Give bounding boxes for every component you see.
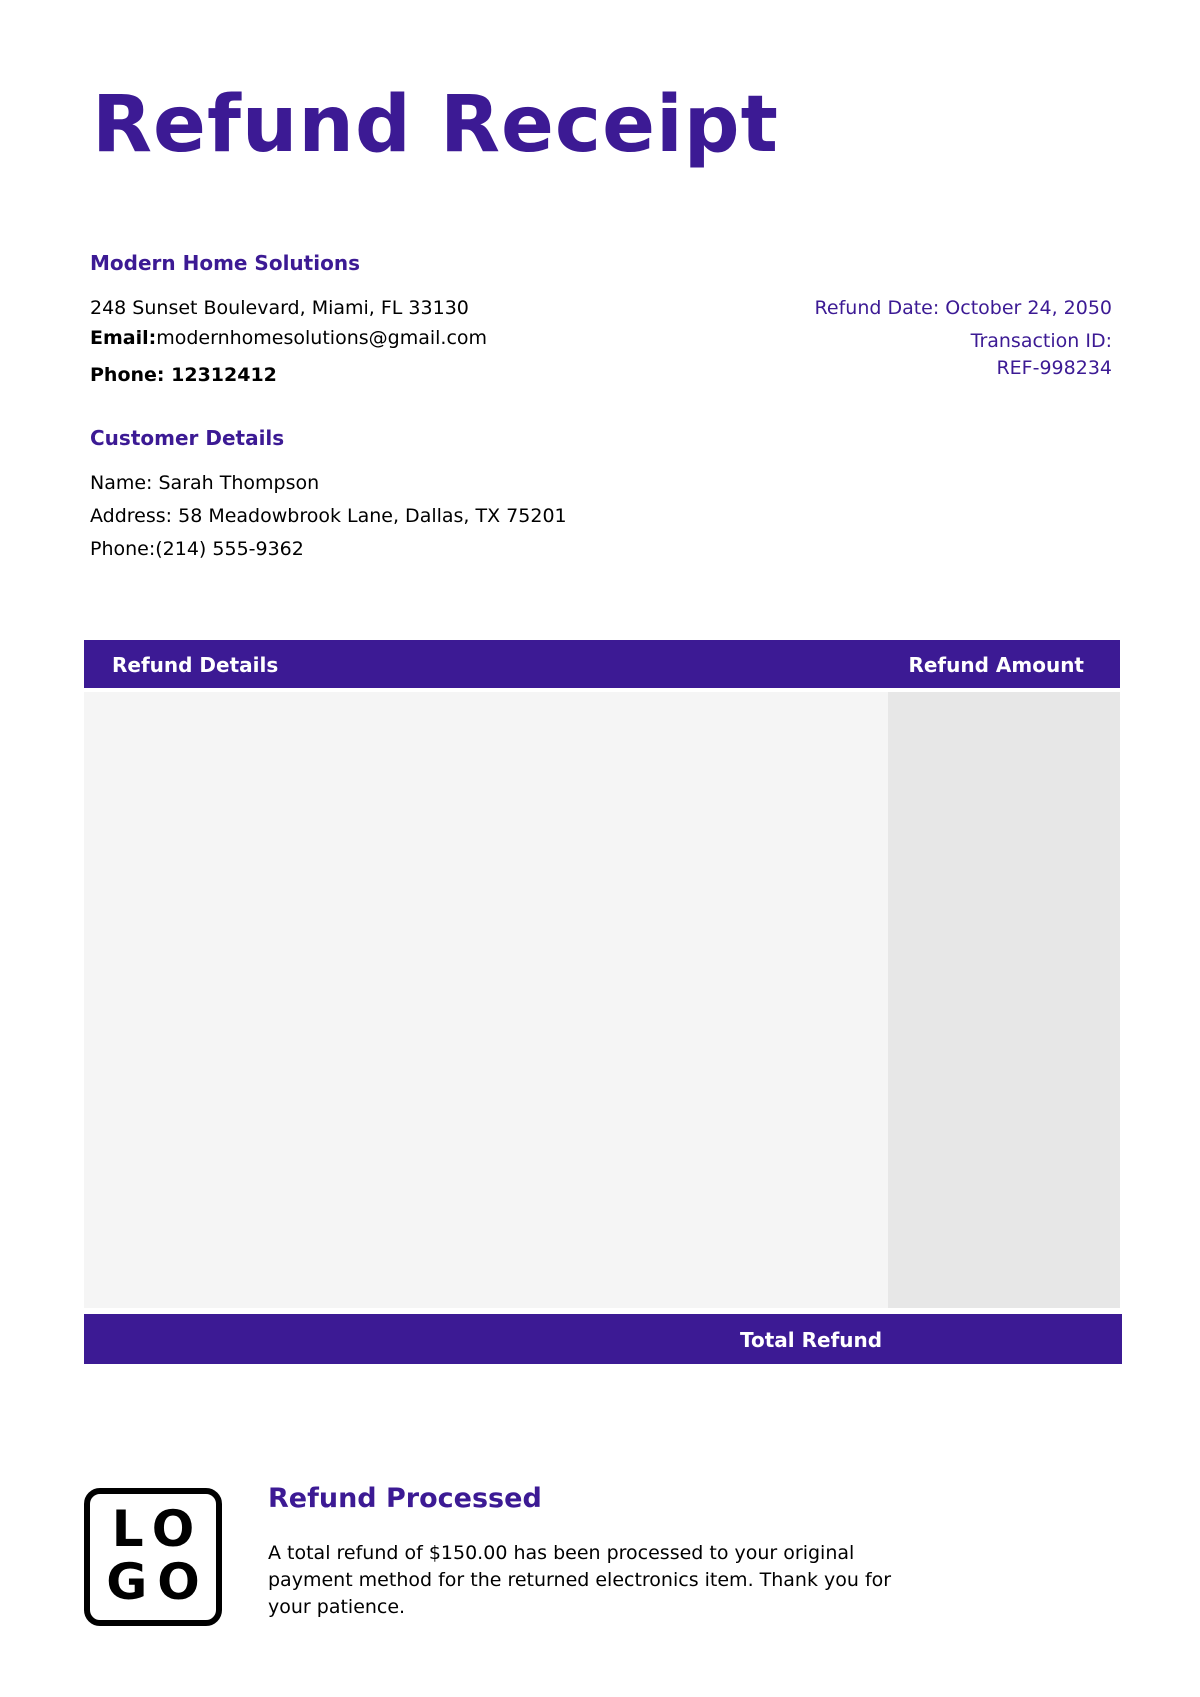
refund-processed-heading: Refund Processed (268, 1483, 542, 1514)
company-phone: Phone: 12312412 (90, 364, 277, 386)
company-email (90, 327, 487, 349)
refund-processed-message: A total refund of $150.00 has been processed to your original payment method for the returned electronics item. Thank you for your patience. (268, 1542, 892, 1618)
refund-amount-area (888, 692, 1120, 1308)
column-refund-amount: Refund Amount (908, 653, 1084, 677)
email-label: Email: (90, 327, 157, 349)
customer-address: Address: 58 Meadowbrook Lane, Dallas, TX 75201 (90, 505, 567, 527)
column-refund-details: Refund Details (112, 653, 279, 677)
transaction-label: Transaction ID: (970, 330, 1112, 352)
page-title: Refund Receipt (92, 80, 779, 170)
email-value: modernhomesolutions@gmail.com (156, 327, 488, 349)
refund-details-area (84, 692, 888, 1308)
logo-line-1: LO (111, 1500, 205, 1558)
transaction-id (971, 328, 1112, 382)
total-refund-label: Total Refund (740, 1328, 883, 1352)
transaction-value: REF-998234 (996, 357, 1112, 379)
company-logo (84, 1488, 222, 1626)
customer-name: Name: Sarah Thompson (90, 472, 320, 494)
customer-phone: Phone:(214) 555-9362 (90, 538, 304, 560)
table-footer (84, 1314, 1122, 1364)
customer-heading: Customer Details (90, 426, 285, 450)
company-name: Modern Home Solutions (90, 251, 360, 275)
logo-line-2: GO (106, 1553, 210, 1611)
refund-date: Refund Date: October 24, 2050 (814, 297, 1112, 319)
table-header (84, 640, 1120, 688)
company-address: 248 Sunset Boulevard, Miami, FL 33130 (90, 297, 469, 319)
